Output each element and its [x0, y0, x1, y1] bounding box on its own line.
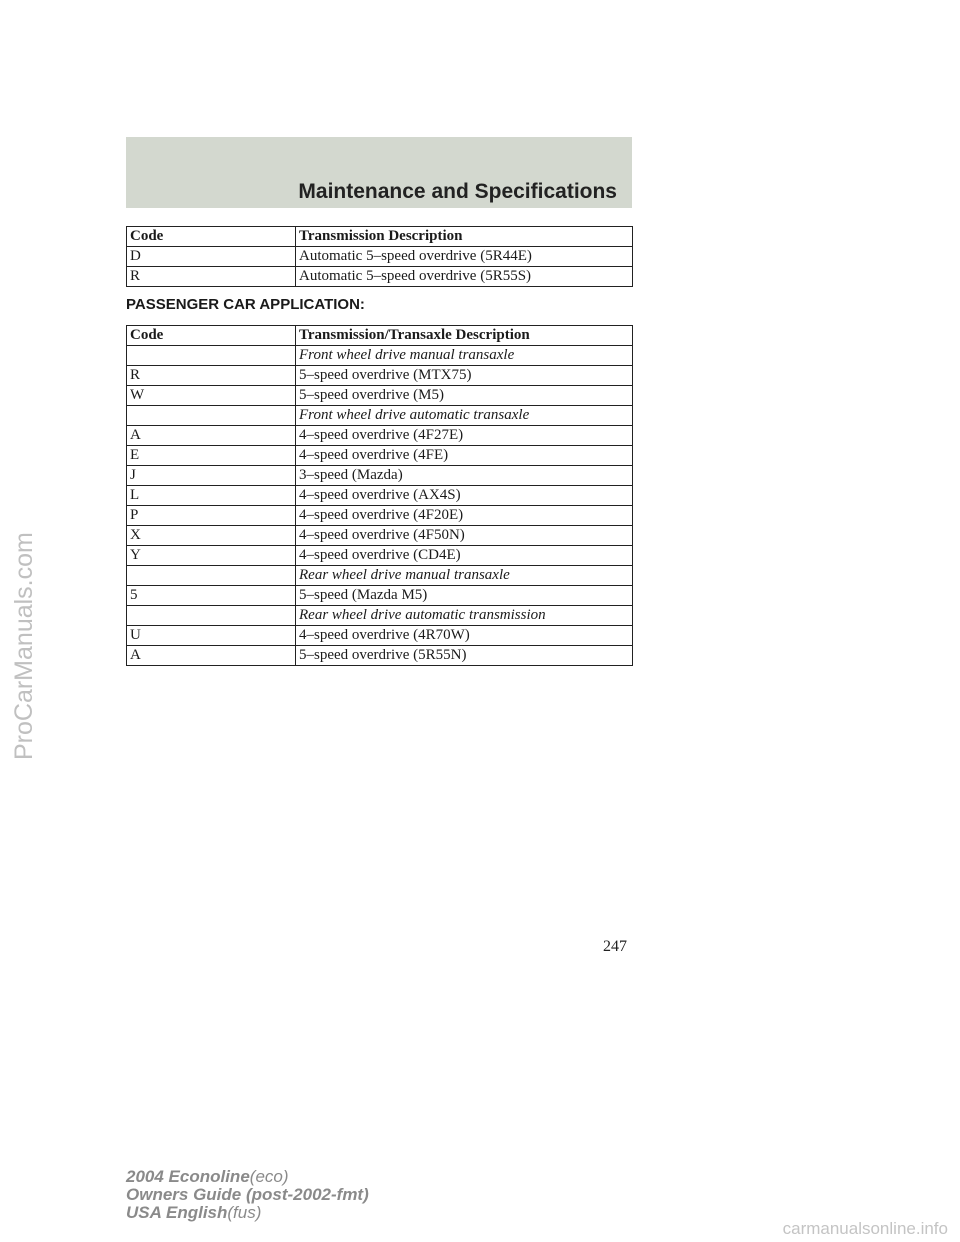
code-column-header: Code [127, 326, 296, 346]
table-header-row [127, 326, 633, 346]
footer-line-1: 2004 Econoline(eco) [126, 1167, 289, 1186]
code-cell: W [127, 386, 296, 406]
table-row [127, 586, 633, 606]
section-title: Maintenance and Specifications [298, 180, 617, 203]
subheading-cell: Front wheel drive automatic transaxle [296, 406, 633, 426]
table-row [127, 626, 633, 646]
footer-line-2: Owners Guide (post-2002-fmt) [126, 1185, 369, 1204]
description-cell: 4–speed overdrive (4F20E) [296, 506, 633, 526]
table-row [127, 566, 633, 586]
passenger-car-heading: PASSENGER CAR APPLICATION: [126, 296, 365, 313]
table-row [127, 346, 633, 366]
description-column-header: Transmission/Transaxle Description [296, 326, 633, 346]
code-cell: L [127, 486, 296, 506]
description-cell: 4–speed overdrive (AX4S) [296, 486, 633, 506]
code-column-header: Code [127, 227, 296, 247]
code-cell: X [127, 526, 296, 546]
table-row [127, 267, 633, 287]
code-cell [127, 346, 296, 366]
code-cell [127, 406, 296, 426]
table-row [127, 406, 633, 426]
description-cell: 4–speed overdrive (4R70W) [296, 626, 633, 646]
table-row [127, 546, 633, 566]
code-cell: D [127, 247, 296, 267]
code-cell: R [127, 366, 296, 386]
description-cell: Automatic 5–speed overdrive (5R44E) [296, 247, 633, 267]
document-footer [126, 1168, 369, 1222]
table-row [127, 646, 633, 666]
code-cell: A [127, 646, 296, 666]
code-cell [127, 566, 296, 586]
page-number: 247 [603, 938, 627, 955]
description-cell: 4–speed overdrive (4FE) [296, 446, 633, 466]
code-cell: J [127, 466, 296, 486]
section-header-band [126, 137, 632, 208]
bottom-watermark: carmanualsonline.info [782, 1219, 948, 1238]
code-cell: Y [127, 546, 296, 566]
subheading-cell: Front wheel drive manual transaxle [296, 346, 633, 366]
description-cell: 5–speed overdrive (M5) [296, 386, 633, 406]
subheading-cell: Rear wheel drive manual transaxle [296, 566, 633, 586]
table-row [127, 366, 633, 386]
description-cell: 4–speed overdrive (4F50N) [296, 526, 633, 546]
description-cell: 4–speed overdrive (CD4E) [296, 546, 633, 566]
subheading-cell: Rear wheel drive automatic transmission [296, 606, 633, 626]
table-row [127, 486, 633, 506]
code-cell: R [127, 267, 296, 287]
table-row [127, 247, 633, 267]
description-cell: 4–speed overdrive (4F27E) [296, 426, 633, 446]
code-cell: A [127, 426, 296, 446]
footer-line-3: USA English(fus) [126, 1203, 262, 1222]
description-cell: 5–speed overdrive (5R55N) [296, 646, 633, 666]
table-row [127, 506, 633, 526]
description-cell: 5–speed (Mazda M5) [296, 586, 633, 606]
table-header-row [127, 227, 633, 247]
passenger-transmission-table [126, 325, 633, 666]
description-cell: 5–speed overdrive (MTX75) [296, 366, 633, 386]
table-row [127, 446, 633, 466]
table-row [127, 426, 633, 446]
code-cell: P [127, 506, 296, 526]
code-cell [127, 606, 296, 626]
description-cell: 3–speed (Mazda) [296, 466, 633, 486]
table-row [127, 606, 633, 626]
table-row [127, 466, 633, 486]
description-cell: Automatic 5–speed overdrive (5R55S) [296, 267, 633, 287]
truck-transmission-table [126, 226, 633, 287]
code-cell: U [127, 626, 296, 646]
description-column-header: Transmission Description [296, 227, 633, 247]
table-row [127, 526, 633, 546]
code-cell: 5 [127, 586, 296, 606]
side-watermark: ProCarManuals.com [10, 532, 38, 760]
code-cell: E [127, 446, 296, 466]
table-row [127, 386, 633, 406]
